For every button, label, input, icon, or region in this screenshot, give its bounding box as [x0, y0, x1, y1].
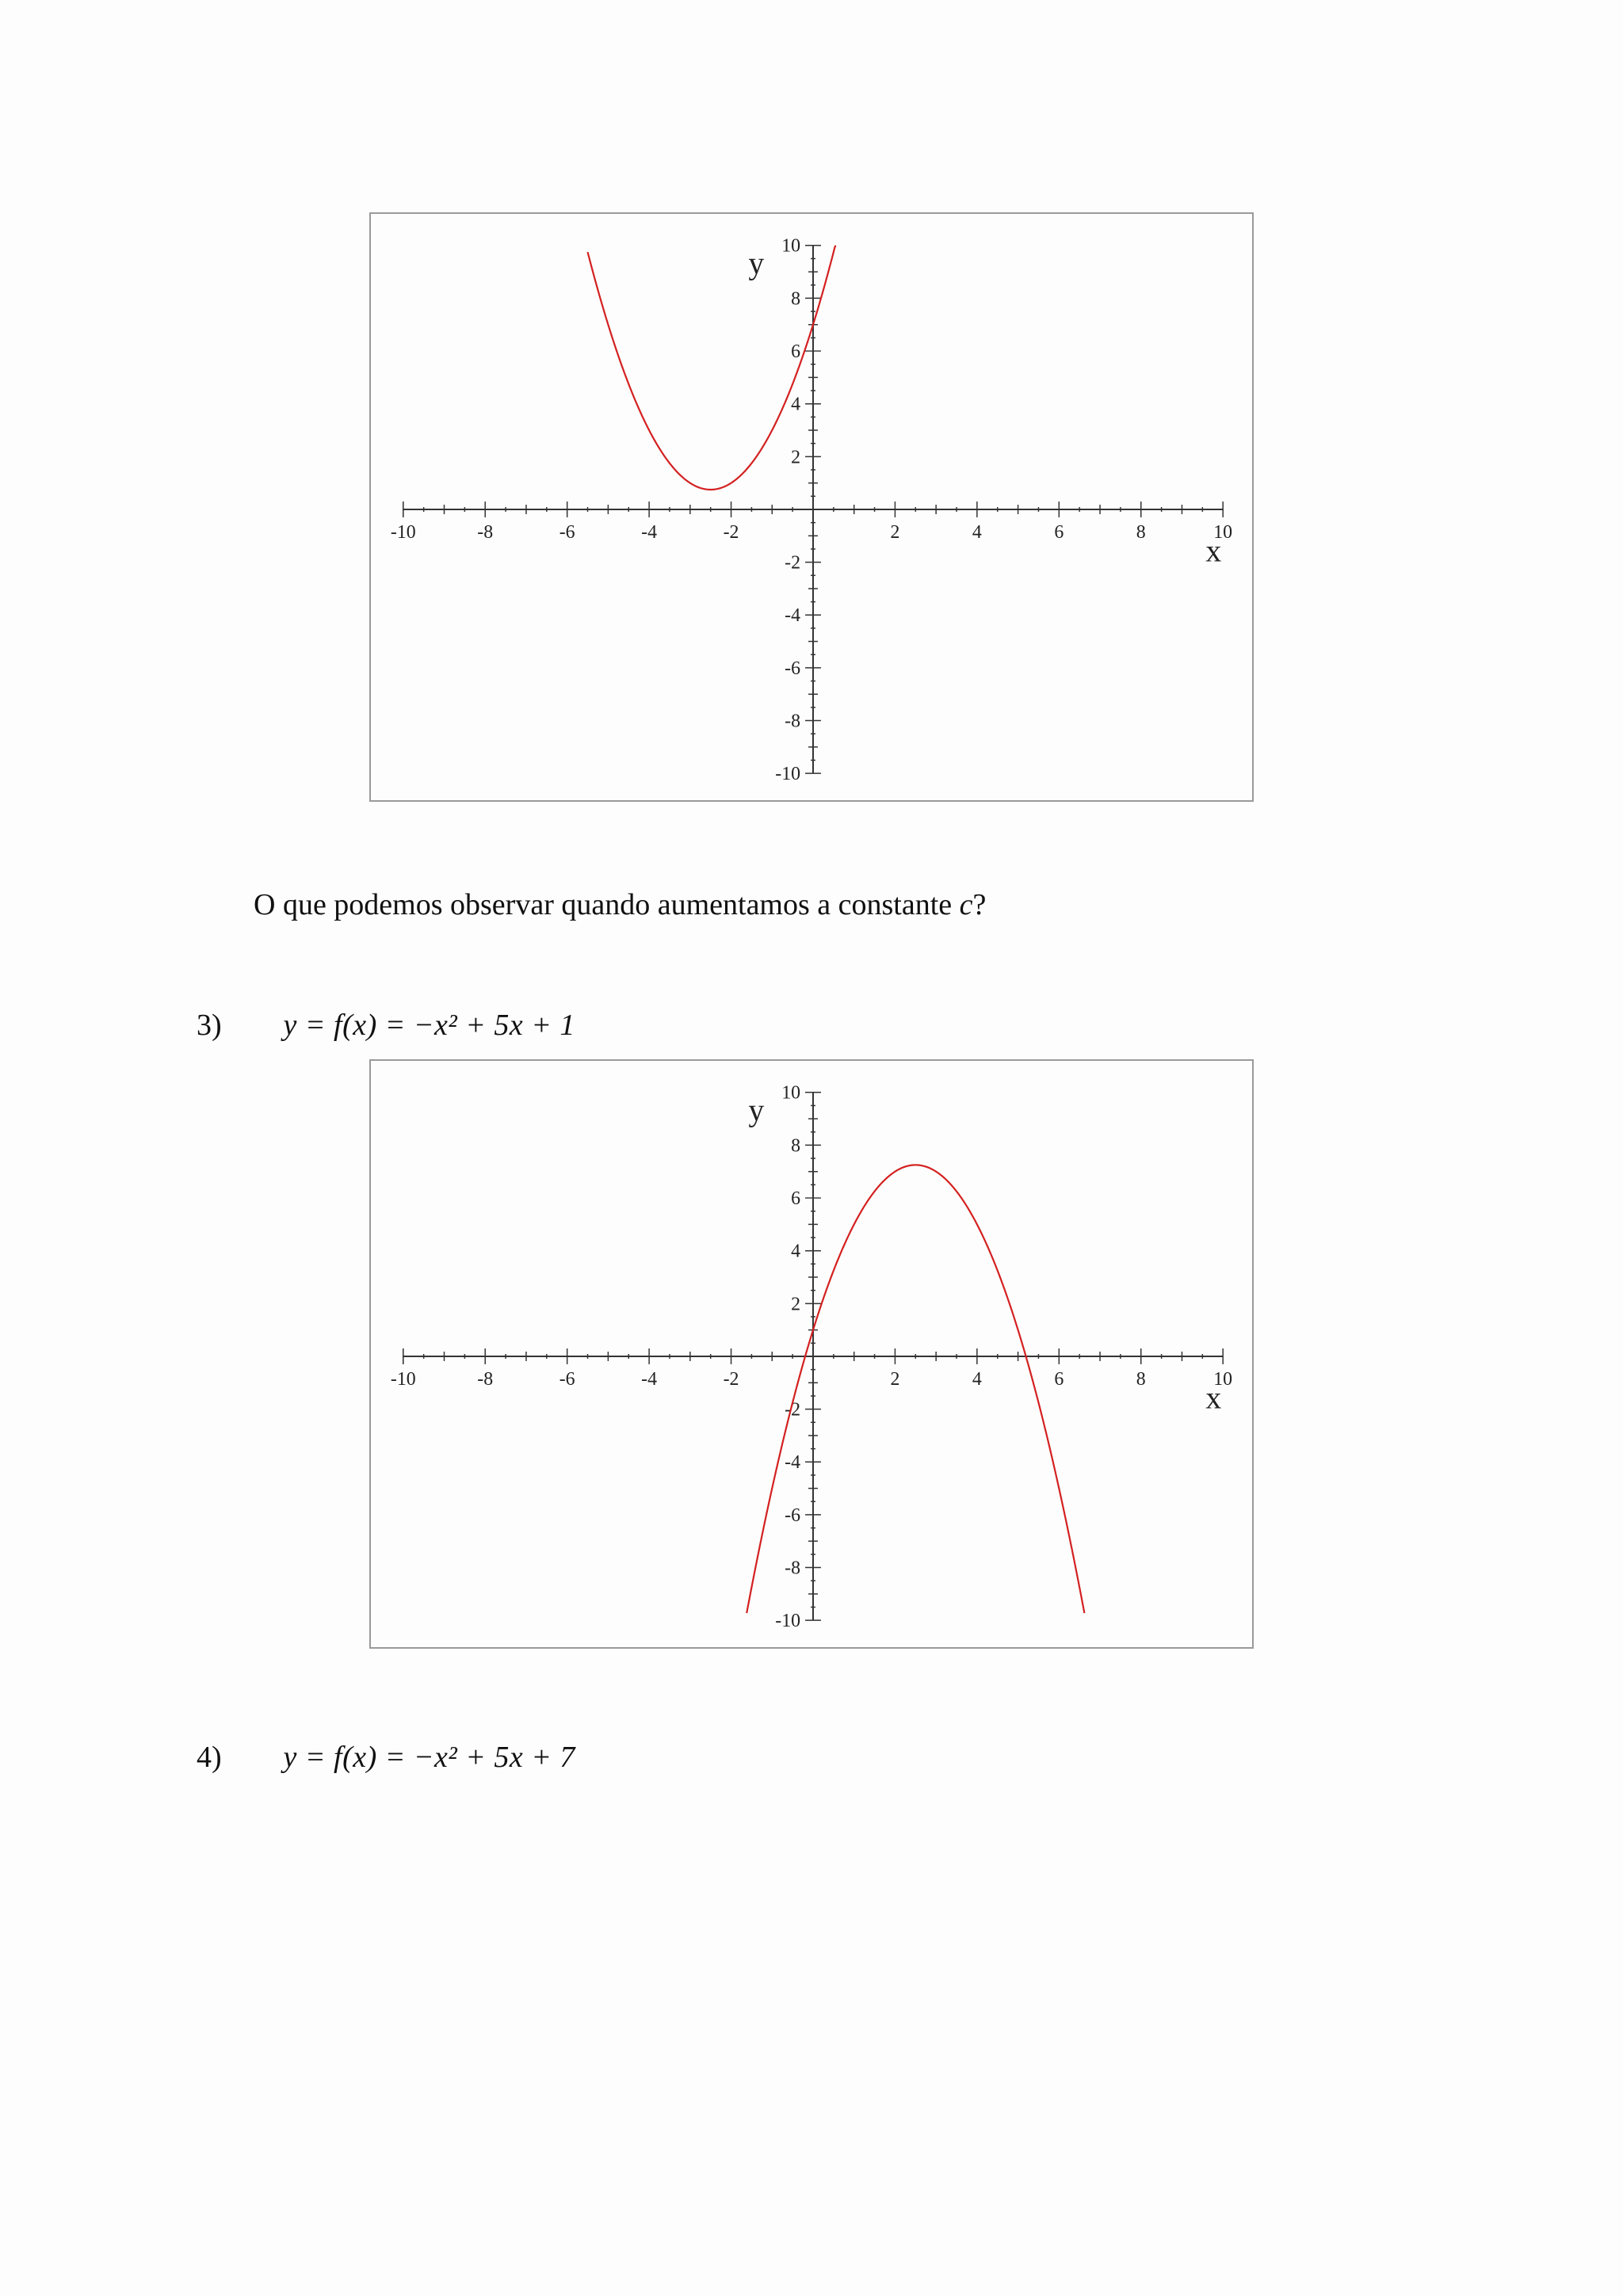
x-tick-label: 8: [1136, 521, 1146, 543]
x-tick-label: -8: [477, 1368, 494, 1390]
question-text-after: ?: [972, 888, 987, 921]
parabola-plot-1: [369, 212, 1254, 802]
y-axis-label: y: [748, 246, 765, 281]
plot-1-svg: [371, 214, 1252, 800]
y-tick-label: 8: [791, 288, 801, 310]
x-tick-label: -10: [390, 521, 416, 543]
y-axis-label: y: [748, 1093, 765, 1128]
x-tick-label: -4: [641, 521, 658, 543]
x-tick-label: 4: [972, 521, 982, 543]
y-tick-label: 4: [791, 394, 801, 415]
item-4: [197, 1740, 575, 1775]
question-text: [254, 887, 986, 922]
y-tick-label: -8: [785, 1558, 801, 1579]
x-tick-label: 10: [1213, 1368, 1233, 1390]
y-tick-label: 8: [791, 1135, 801, 1157]
x-tick-label: 2: [890, 521, 900, 543]
y-tick-label: -6: [785, 658, 801, 679]
item-3-number: 3): [197, 1009, 222, 1042]
parabola-curve: [747, 1165, 1084, 1613]
item-3-equation: y = f(x) = −x² + 5x + 1: [283, 1009, 575, 1042]
y-tick-label: 10: [781, 235, 801, 257]
x-tick-label: 8: [1136, 1368, 1146, 1390]
item-3: [197, 1008, 575, 1043]
y-tick-label: 10: [781, 1082, 801, 1104]
y-tick-label: -4: [785, 605, 801, 627]
x-tick-label: -6: [559, 521, 575, 543]
x-tick-label: -8: [477, 521, 494, 543]
plot-2-svg: [371, 1061, 1252, 1647]
y-tick-label: -2: [785, 552, 801, 574]
y-tick-label: 4: [791, 1241, 801, 1262]
x-tick-label: -4: [641, 1368, 658, 1390]
x-tick-label: 2: [890, 1368, 900, 1390]
y-tick-label: 2: [791, 1294, 801, 1315]
x-tick-label: 10: [1213, 521, 1233, 543]
y-tick-label: -2: [785, 1399, 801, 1421]
parabola-plot-2: [369, 1059, 1254, 1649]
y-tick-label: 6: [791, 1188, 801, 1210]
y-tick-label: -10: [775, 764, 801, 785]
item-4-equation: y = f(x) = −x² + 5x + 7: [283, 1741, 575, 1774]
x-tick-label: -10: [390, 1368, 416, 1390]
y-tick-label: 6: [791, 341, 801, 363]
x-tick-label: 6: [1054, 521, 1064, 543]
x-tick-label: 4: [972, 1368, 982, 1390]
y-tick-label: -10: [775, 1611, 801, 1632]
y-tick-label: -4: [785, 1452, 801, 1474]
y-tick-label: 2: [791, 447, 801, 468]
x-tick-label: -6: [559, 1368, 575, 1390]
x-tick-label: -2: [723, 521, 739, 543]
item-4-number: 4): [197, 1741, 222, 1774]
question-variable: c: [959, 888, 973, 921]
question-text-before: O que podemos observar quando aumentamos a constante: [254, 888, 960, 921]
x-axis-label: x: [1205, 533, 1222, 569]
x-tick-label: 6: [1054, 1368, 1064, 1390]
x-tick-label: -2: [723, 1368, 739, 1390]
x-axis-label: x: [1205, 1380, 1222, 1416]
y-tick-label: -8: [785, 711, 801, 732]
y-tick-label: -6: [785, 1505, 801, 1526]
